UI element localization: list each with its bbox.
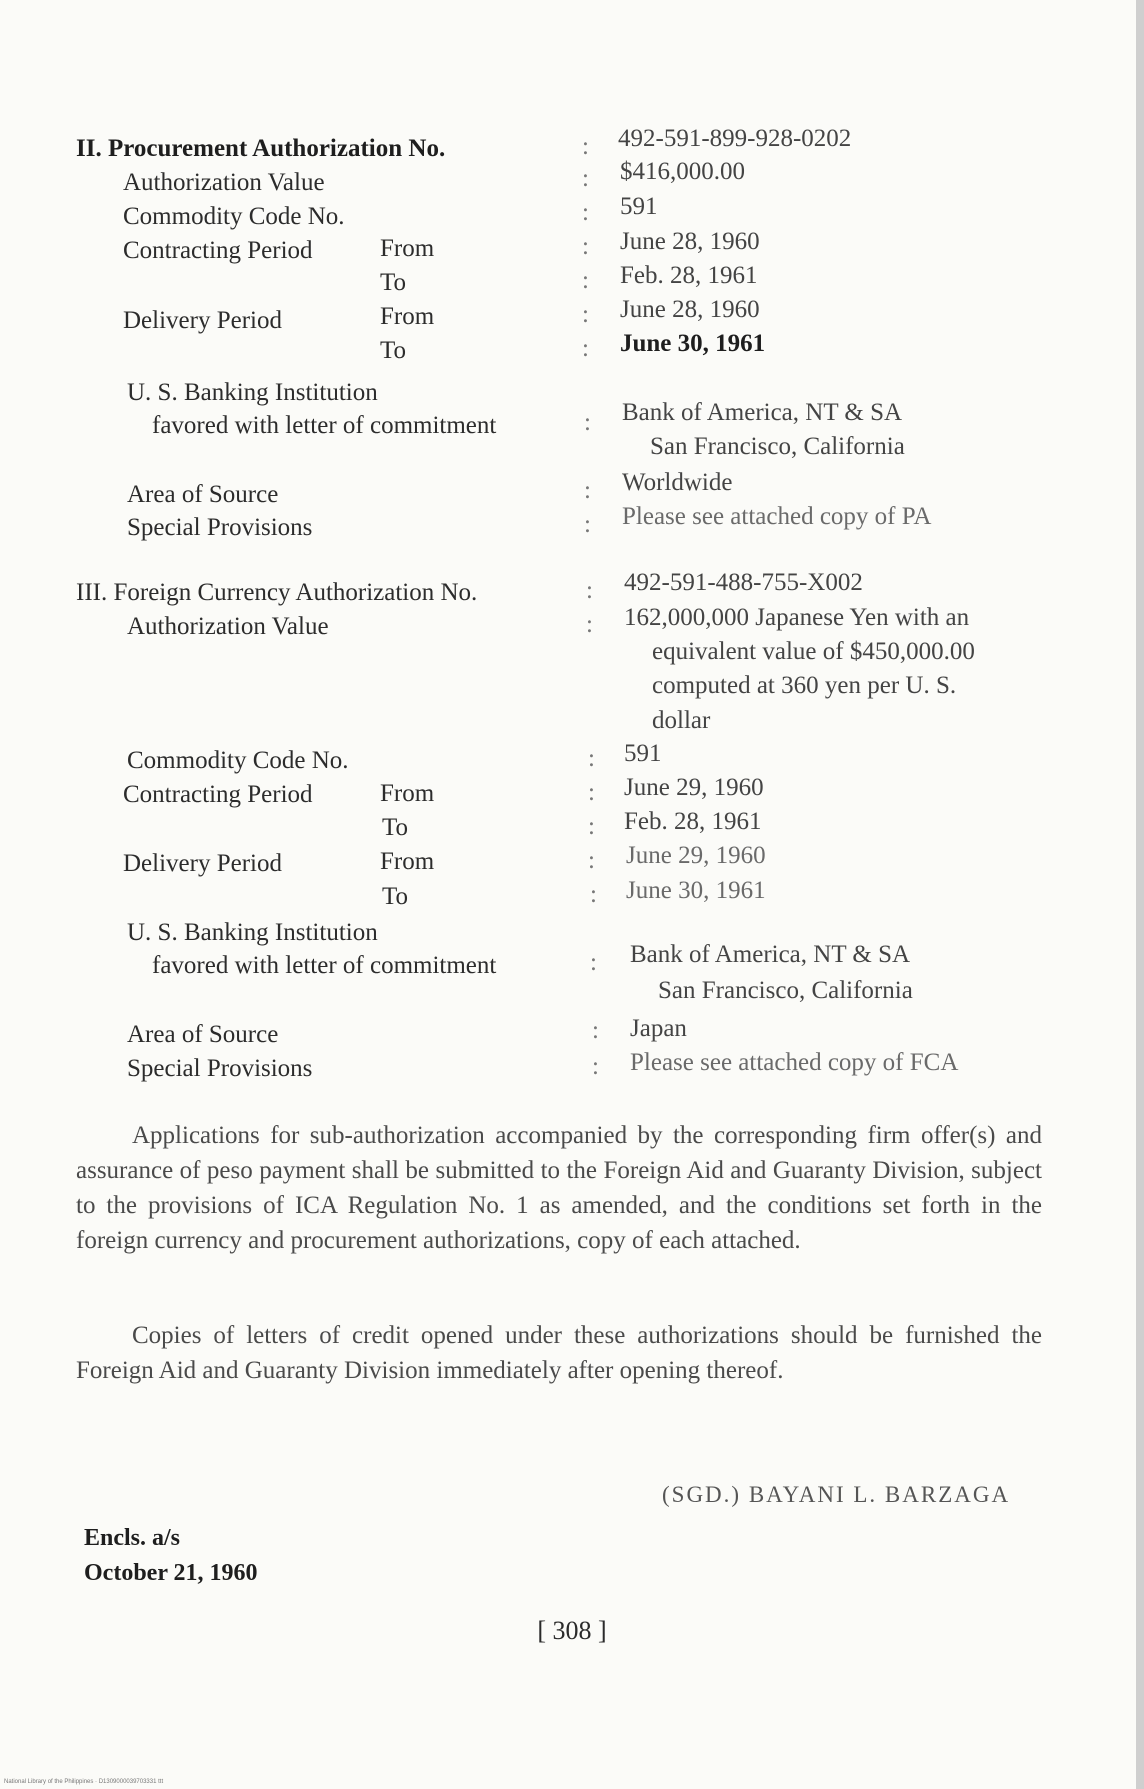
colon: : [584,477,591,504]
page-number: [ 308 ] [537,1616,607,1645]
bank-location: San Francisco, California [658,977,913,1004]
colon: : [582,165,589,192]
colon: : [590,881,597,908]
to-label: To [380,337,407,364]
colon: : [582,335,589,362]
auth-value-label: Authorization Value [127,613,329,640]
contracting-from: June 29, 1960 [624,774,764,801]
bank-name: Bank of America, NT & SA [630,941,911,968]
colon: : [588,779,595,806]
colon: : [582,133,589,160]
colon: : [588,813,595,840]
bank-name: Bank of America, NT & SA [622,399,903,426]
delivery-to: June 30, 1961 [620,330,766,357]
to-label: To [380,269,407,296]
special-provisions: Please see attached copy of FCA [630,1049,959,1076]
special-provisions-label: Special Provisions [127,1055,313,1082]
pa-number: 492-591-899-928-0202 [618,125,852,152]
colon: : [584,409,591,436]
colon: : [582,301,589,328]
paragraph-sub-authorization: Applications for sub-authorization accompanied by the corresponding firm offer(s) and assurance of peso payment shall be submitted to the Foreign Aid and Guaranty Division, subject to the provisions of ICA Regulation No. 1 as amended, and the conditions set forth in the foreign currency and procurement authorizations, copy of each attached. [76,1122,1042,1254]
to-label: To [382,883,409,910]
delivery-period-label: Delivery Period [123,307,282,334]
auth-value-line2: equivalent value of $450,000.00 [652,638,975,665]
colon: : [590,949,597,976]
contracting-to: Feb. 28, 1961 [624,808,762,835]
commodity-code: 591 [620,193,658,220]
colon: : [582,233,589,260]
colon: : [588,847,595,874]
document-date: October 21, 1960 [84,1560,258,1586]
delivery-period-label: Delivery Period [123,850,282,877]
auth-value: $416,000.00 [620,158,745,185]
area-of-source: Japan [630,1015,687,1042]
signature: (SGD.) BAYANI L. BARZAGA [662,1482,1011,1507]
colon: : [584,511,591,538]
colon: : [586,611,593,638]
special-provisions: Please see attached copy of PA [622,503,932,530]
colon: : [582,267,589,294]
commodity-label: Commodity Code No. [127,747,349,774]
bank-location: San Francisco, California [650,433,905,460]
auth-value-line1: 162,000,000 Japanese Yen with an [624,604,970,631]
auth-value-line3: computed at 360 yen per U. S. [652,672,957,699]
colon: : [586,577,593,604]
delivery-from: June 29, 1960 [626,842,766,869]
commodity-label: Commodity Code No. [123,203,345,230]
enclosure-note: Encls. a/s [84,1525,181,1551]
bank-label-line1: U. S. Banking Institution [127,919,378,946]
auth-value-label: Authorization Value [123,169,325,196]
contracting-to: Feb. 28, 1961 [620,262,758,289]
bank-label-line1: U. S. Banking Institution [127,379,378,406]
colon: : [582,199,589,226]
archive-footer: National Library of the Philippines · D1309000039703331 ttt [4,1779,164,1785]
from-label: From [380,780,435,807]
auth-value-line4: dollar [652,707,711,734]
bank-label-line2: favored with letter of commitment [152,412,497,439]
area-of-source: Worldwide [622,469,733,496]
contracting-from: June 28, 1960 [620,228,760,255]
page-edge [1136,0,1144,1789]
from-label: From [380,303,435,330]
bank-label-line2: favored with letter of commitment [152,952,497,979]
section3-heading: III. Foreign Currency Authorization No. [76,579,478,606]
delivery-from: June 28, 1960 [620,296,760,323]
colon: : [592,1017,599,1044]
paragraph-letters-of-credit: Copies of letters of credit opened under these authorizations should be furnished the Foreign Aid and Guaranty Division immediately after opening thereof. [76,1322,1042,1384]
section2-heading: II. Procurement Authorization No. [76,135,446,162]
to-label: To [382,814,409,841]
colon: : [588,745,595,772]
from-label: From [380,848,435,875]
commodity-code: 591 [624,740,662,767]
from-label: From [380,235,435,262]
fca-number: 492-591-488-755-X002 [624,569,863,596]
area-of-source-label: Area of Source [127,1021,279,1048]
colon: : [592,1053,599,1080]
contracting-period-label: Contracting Period [123,781,313,808]
special-provisions-label: Special Provisions [127,514,313,541]
contracting-period-label: Contracting Period [123,237,313,264]
area-of-source-label: Area of Source [127,481,279,508]
delivery-to: June 30, 1961 [626,877,766,904]
